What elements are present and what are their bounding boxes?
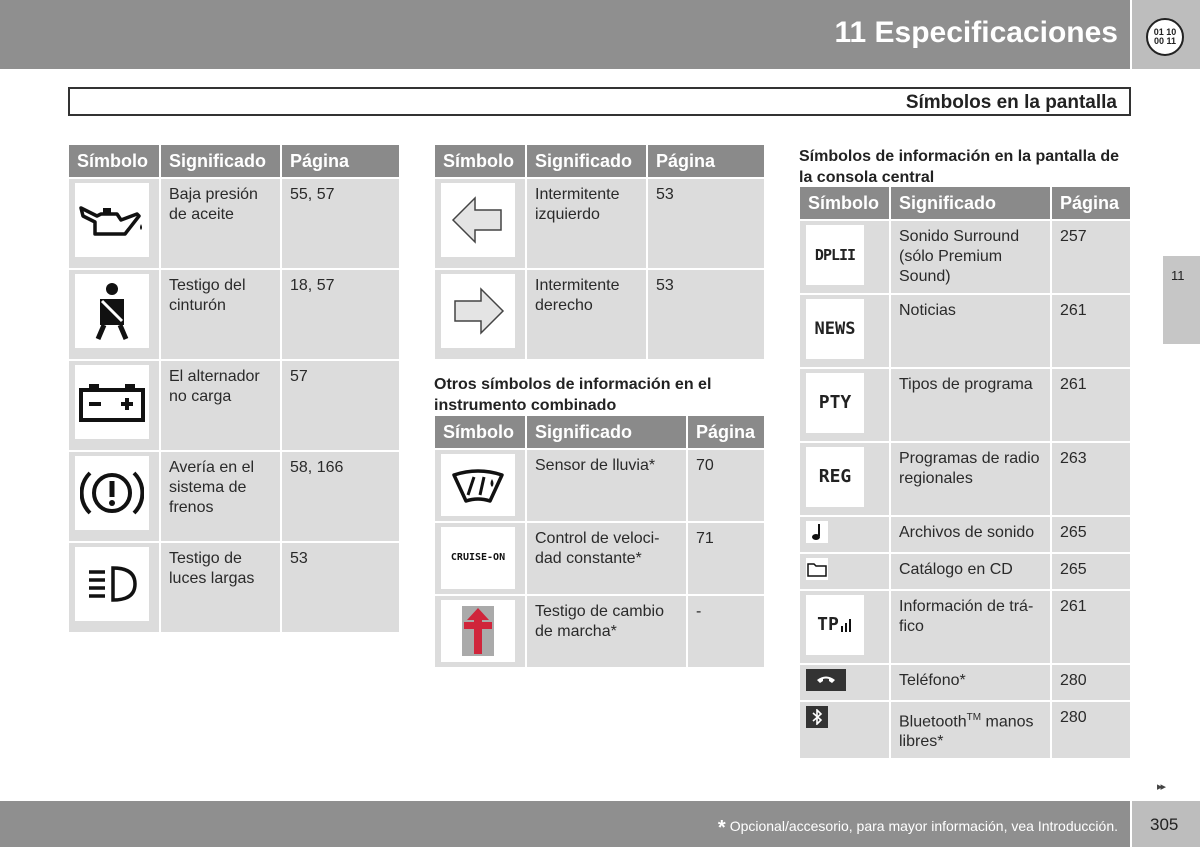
col-header-page: Página xyxy=(282,145,399,177)
high-beam-icon xyxy=(75,547,149,621)
table-row xyxy=(435,450,764,521)
trademark-sup: TM xyxy=(966,712,982,723)
table-row xyxy=(435,523,764,594)
arrow-left-icon xyxy=(441,183,515,257)
meaning-cell: Catálogo en CD xyxy=(891,554,1050,589)
oil-pressure-icon xyxy=(75,183,149,257)
badge-top: 01 10 xyxy=(1153,27,1177,37)
meaning-cell: Testigo del cinturón xyxy=(161,270,280,359)
asterisk: * xyxy=(717,817,726,839)
table-row xyxy=(69,270,399,359)
table-row xyxy=(69,543,399,632)
col-header-page: Página xyxy=(648,145,764,177)
pty-icon xyxy=(806,373,864,433)
page-cell: 280 xyxy=(1052,702,1130,758)
meaning-cell: Sensor de lluvia* xyxy=(527,450,686,521)
rain-sensor-icon xyxy=(441,454,515,516)
table-row xyxy=(800,221,1130,293)
page-cell: 261 xyxy=(1052,369,1130,441)
bluetooth-icon xyxy=(806,706,828,728)
table-instrument-symbols xyxy=(433,414,766,669)
page-cell: 261 xyxy=(1052,591,1130,663)
table-row xyxy=(800,702,1130,758)
page-cell: 53 xyxy=(648,270,764,359)
cruise-on-icon: CRUISE-ON xyxy=(441,527,515,589)
table-row xyxy=(800,443,1130,515)
badge-bottom: 00 11 xyxy=(1153,36,1177,46)
table-row xyxy=(800,554,1130,589)
news-icon xyxy=(806,299,864,359)
tp-label: TP xyxy=(817,614,839,635)
table-warning-symbols xyxy=(67,143,401,634)
battery-icon xyxy=(75,365,149,439)
table-row xyxy=(800,665,1130,700)
news-label: NEWS xyxy=(814,319,856,339)
table-row xyxy=(69,361,399,450)
page-cell: 261 xyxy=(1052,295,1130,367)
dolby-pro-logic-icon xyxy=(806,225,864,285)
page-cell: 57 xyxy=(282,361,399,450)
arrow-right-icon xyxy=(441,274,515,348)
col-header-symbol: Símbolo xyxy=(435,145,525,177)
meaning-cell: Tipos de programa xyxy=(891,369,1050,441)
page-cell: 58, 166 xyxy=(282,452,399,541)
music-note-icon xyxy=(806,521,828,543)
col-header-meaning: Significado xyxy=(891,187,1050,219)
page-cell: 263 xyxy=(1052,443,1130,515)
chapter-badge-icon xyxy=(1146,18,1184,56)
gear-shift-icon xyxy=(441,600,515,662)
footer-note xyxy=(718,817,1118,840)
table-row xyxy=(800,517,1130,552)
col-header-page: Página xyxy=(1052,187,1130,219)
traffic-program-icon xyxy=(806,595,864,655)
meaning-cell xyxy=(891,702,1050,758)
page-cell: 71 xyxy=(688,523,764,594)
table-row xyxy=(435,270,764,359)
page-number: 305 xyxy=(1150,815,1179,834)
next-page-arrows-icon[interactable]: ▸▸ xyxy=(1157,781,1165,793)
side-chapter-tab[interactable] xyxy=(1163,256,1200,344)
chapter-title: 11 Especificaciones xyxy=(834,16,1118,49)
table3-heading: Otros símbolos de información en el instrumento combinado xyxy=(434,376,712,414)
bluetooth-rest: manos libres* xyxy=(899,713,1034,751)
meaning-cell: Teléfono* xyxy=(891,665,1050,700)
reg-icon xyxy=(806,447,864,507)
meaning-cell: Baja presión de aceite xyxy=(161,179,280,268)
meaning-cell: Avería en el sistema de frenos xyxy=(161,452,280,541)
bluetooth-text: Bluetooth xyxy=(899,713,967,731)
meaning-cell: Sonido Surround (sólo Premium Sound) xyxy=(891,221,1050,293)
meaning-cell: Intermitente derecho xyxy=(527,270,646,359)
col-header-symbol: Símbolo xyxy=(435,416,525,448)
page-cell: 53 xyxy=(648,179,764,268)
table-row xyxy=(800,295,1130,367)
side-tab-label: 11 xyxy=(1171,268,1185,283)
col-header-meaning: Significado xyxy=(527,416,686,448)
meaning-cell: Control de veloci-dad constante* xyxy=(527,523,686,594)
meaning-cell: Testigo de luces largas xyxy=(161,543,280,632)
dolby-label: DPLII xyxy=(814,246,856,264)
brake-warning-icon xyxy=(75,456,149,530)
table4-heading: Símbolos de información en la pantalla de la consola central xyxy=(799,148,1120,186)
page-cell: 265 xyxy=(1052,517,1130,552)
col-header-meaning: Significado xyxy=(527,145,646,177)
table-row xyxy=(435,179,764,268)
table-turn-signals xyxy=(433,143,766,361)
col-header-symbol: Símbolo xyxy=(800,187,889,219)
meaning-cell: Programas de radio regionales xyxy=(891,443,1050,515)
footer-note-text: Opcional/accesorio, para mayor información, vea Introducción. xyxy=(729,818,1118,834)
table-console-symbols xyxy=(798,185,1132,760)
page-cell: 53 xyxy=(282,543,399,632)
page-cell: 18, 57 xyxy=(282,270,399,359)
meaning-cell: El alternador no carga xyxy=(161,361,280,450)
section-header xyxy=(68,87,1131,116)
page-cell: 55, 57 xyxy=(282,179,399,268)
page-cell: - xyxy=(688,596,764,667)
folder-icon xyxy=(806,558,828,580)
col-header-page: Página xyxy=(688,416,764,448)
col-header-symbol: Símbolo xyxy=(69,145,159,177)
table-row xyxy=(800,369,1130,441)
meaning-cell: Testigo de cambio de marcha* xyxy=(527,596,686,667)
page-cell: 265 xyxy=(1052,554,1130,589)
table-row xyxy=(69,452,399,541)
meaning-cell: Noticias xyxy=(891,295,1050,367)
page-cell: 257 xyxy=(1052,221,1130,293)
reg-label: REG xyxy=(818,466,852,487)
table-row xyxy=(800,591,1130,663)
meaning-cell: Archivos de sonido xyxy=(891,517,1050,552)
phone-icon xyxy=(806,669,846,691)
page-cell: 280 xyxy=(1052,665,1130,700)
meaning-cell: Intermitente izquierdo xyxy=(527,179,646,268)
pty-label: PTY xyxy=(818,392,852,413)
meaning-cell: Información de trá-fico xyxy=(891,591,1050,663)
table-row xyxy=(69,179,399,268)
col-header-meaning: Significado xyxy=(161,145,280,177)
page-cell: 70 xyxy=(688,450,764,521)
table-row xyxy=(435,596,764,667)
section-title: Símbolos en la pantalla xyxy=(905,92,1117,113)
seatbelt-icon xyxy=(75,274,149,348)
